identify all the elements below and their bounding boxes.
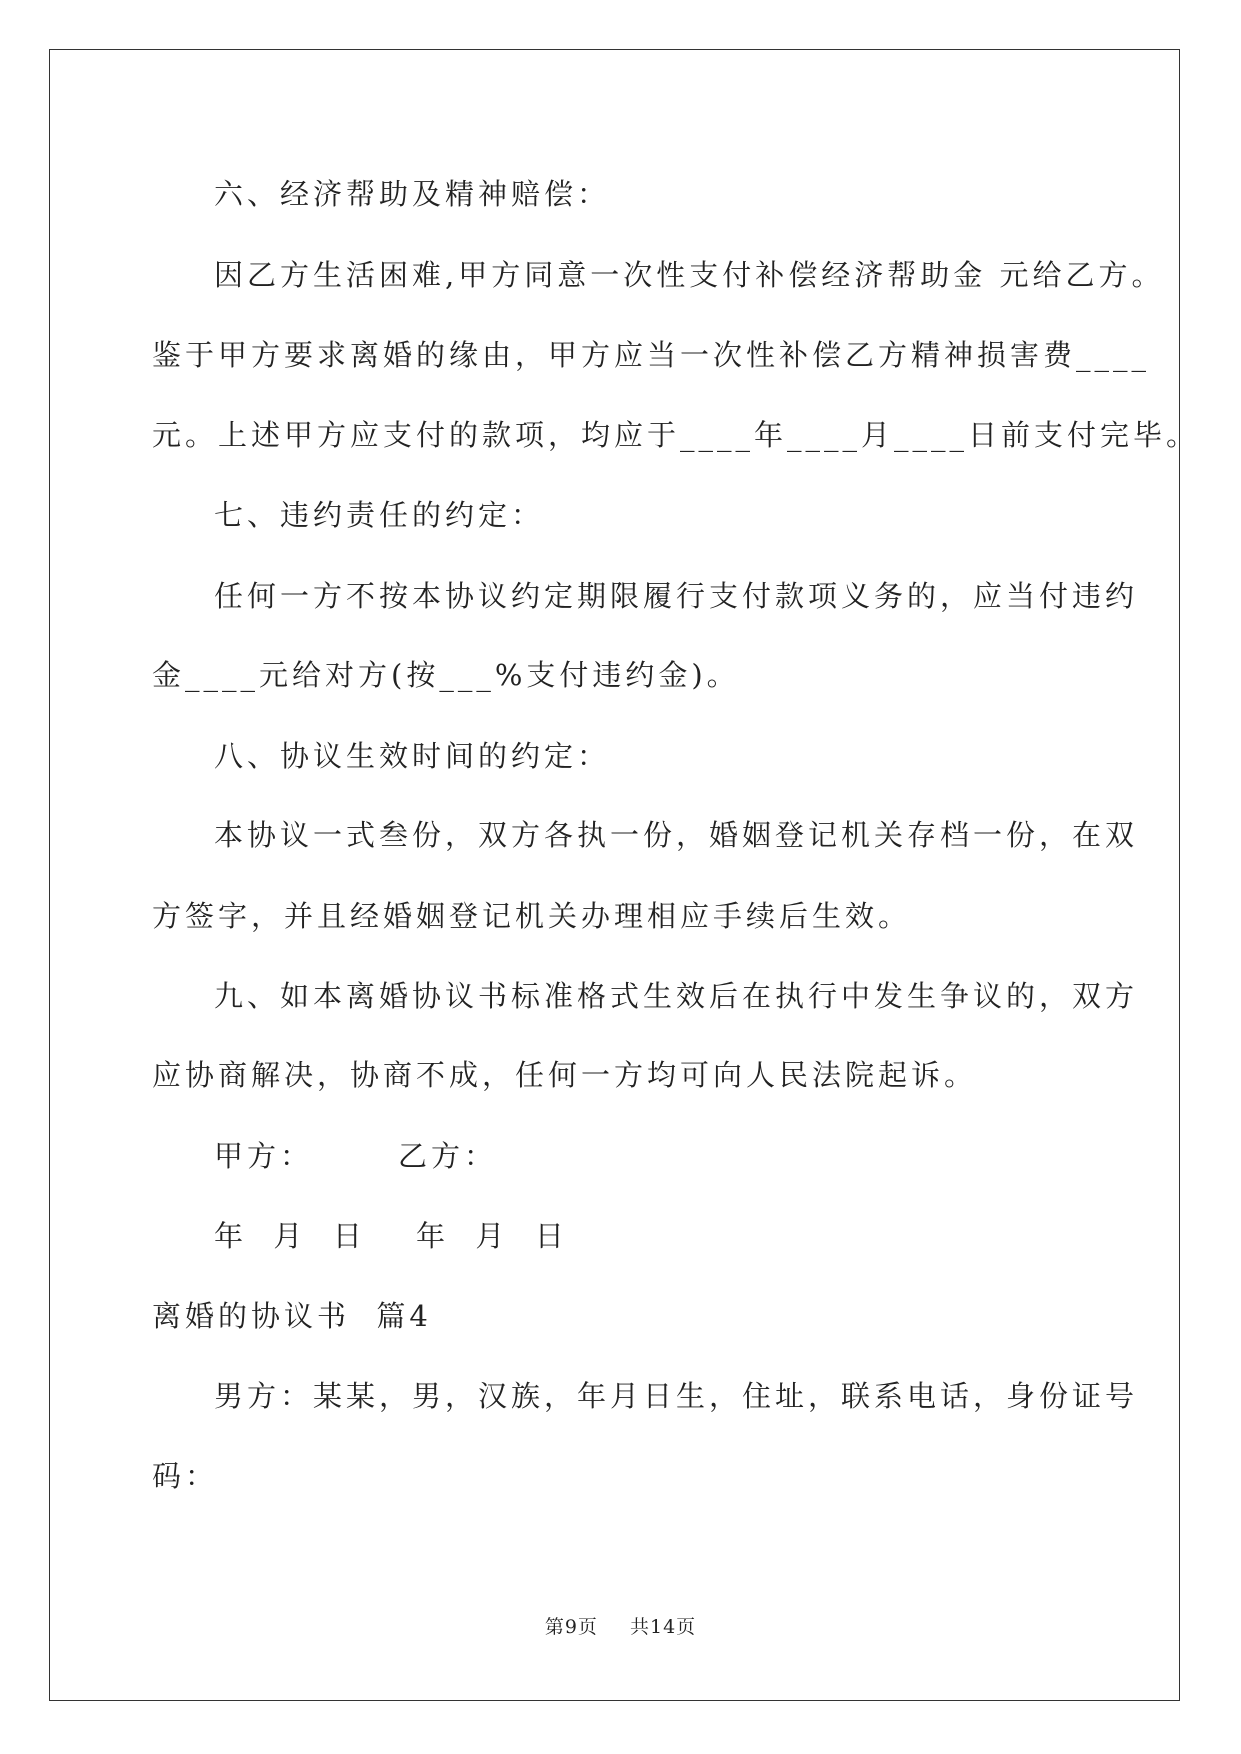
section-heading-seven: 七、违约责任的约定：: [214, 498, 545, 532]
paragraph-line: 任何一方不按本协议约定期限履行支付款项义务的，应当付违约: [214, 579, 1139, 613]
paragraph-line: 男方：某某，男，汉族，年月日生，住址，联系电话，身份证号: [214, 1379, 1139, 1413]
page-number: 第9页: [544, 1616, 598, 1638]
paragraph-line: 元。上述甲方应支付的款项，均应于____年____月____日前支付完毕。: [152, 418, 1200, 452]
paragraph-line: 鉴于甲方要求离婚的缘由，甲方应当一次性补偿乙方精神损害费____: [152, 338, 1151, 372]
signature-date-b: 年 月 日: [416, 1219, 568, 1253]
page-border: [49, 49, 1180, 1701]
paragraph-line: 应协商解决，协商不成，任何一方均可向人民法院起诉。: [152, 1058, 978, 1092]
section-heading-eight: 八、协议生效时间的约定：: [214, 739, 611, 773]
section-heading-six: 六、经济帮助及精神赔偿：: [214, 177, 611, 211]
signature-party-b: 乙方：: [398, 1139, 498, 1173]
paragraph-line: 本协议一式叁份，双方各执一份，婚姻登记机关存档一份，在双: [214, 818, 1139, 852]
section-heading-nine: 九、如本离婚协议书标准格式生效后在执行中发生争议的，双方: [214, 979, 1139, 1013]
signature-date-a: 年 月 日: [214, 1219, 366, 1253]
page-total: 共14页: [630, 1616, 697, 1638]
paragraph-line: 因乙方生活困难,甲方同意一次性支付补偿经济帮助金 元给乙方。: [214, 258, 1165, 292]
paragraph-line: 金____元给对方(按___%支付违约金)。: [152, 658, 740, 692]
page-footer: [0, 1612, 1241, 1639]
signature-party-a: 甲方：: [214, 1139, 314, 1173]
paragraph-line: 方签字，并且经婚姻登记机关办理相应手续后生效。: [152, 899, 912, 933]
section-title: 离婚的协议书 篇4: [152, 1299, 432, 1333]
paragraph-line: 码：: [152, 1459, 219, 1493]
